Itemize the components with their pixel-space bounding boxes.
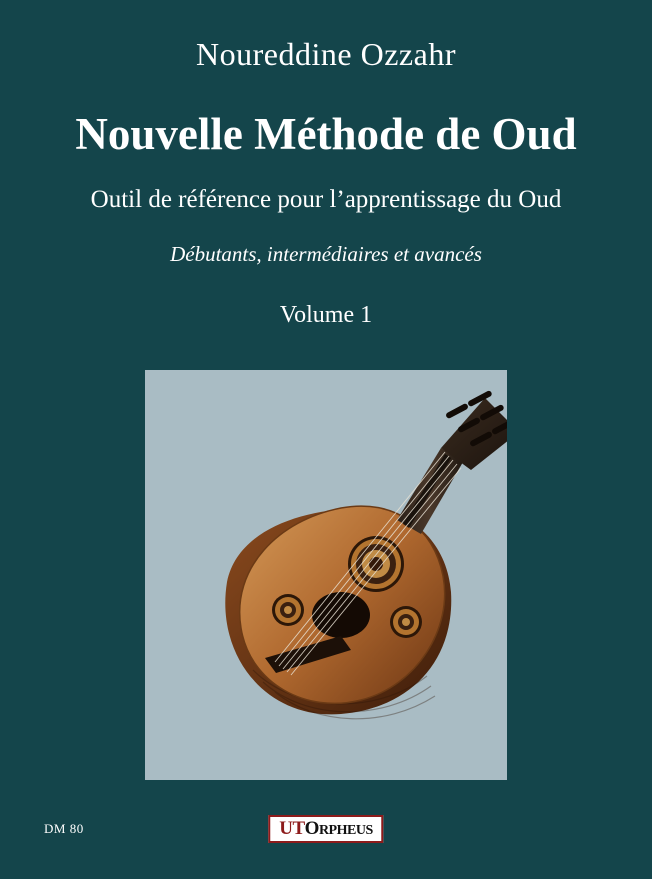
rosette-large (348, 536, 404, 592)
publisher-logo (268, 815, 383, 843)
book-title: Nouvelle Méthode de Oud (75, 109, 577, 159)
rosette-small-right (390, 606, 422, 638)
book-subtitle: Outil de référence pour l’apprentissage du Oud (90, 186, 562, 213)
book-levels: Débutants, intermédiaires et avancés (170, 242, 482, 266)
logo-o: O (304, 818, 319, 839)
logo-rpheus: RPHEUS (318, 823, 373, 838)
cover-photo (145, 370, 507, 780)
oud-illustration (145, 370, 507, 780)
logo-ut: UT (279, 818, 305, 839)
volume-label: Volume 1 (279, 302, 373, 328)
author-name: Noureddine Ozzahr (196, 36, 456, 72)
rosette-small-left (272, 594, 304, 626)
catalog-number: DM 80 (44, 821, 84, 836)
